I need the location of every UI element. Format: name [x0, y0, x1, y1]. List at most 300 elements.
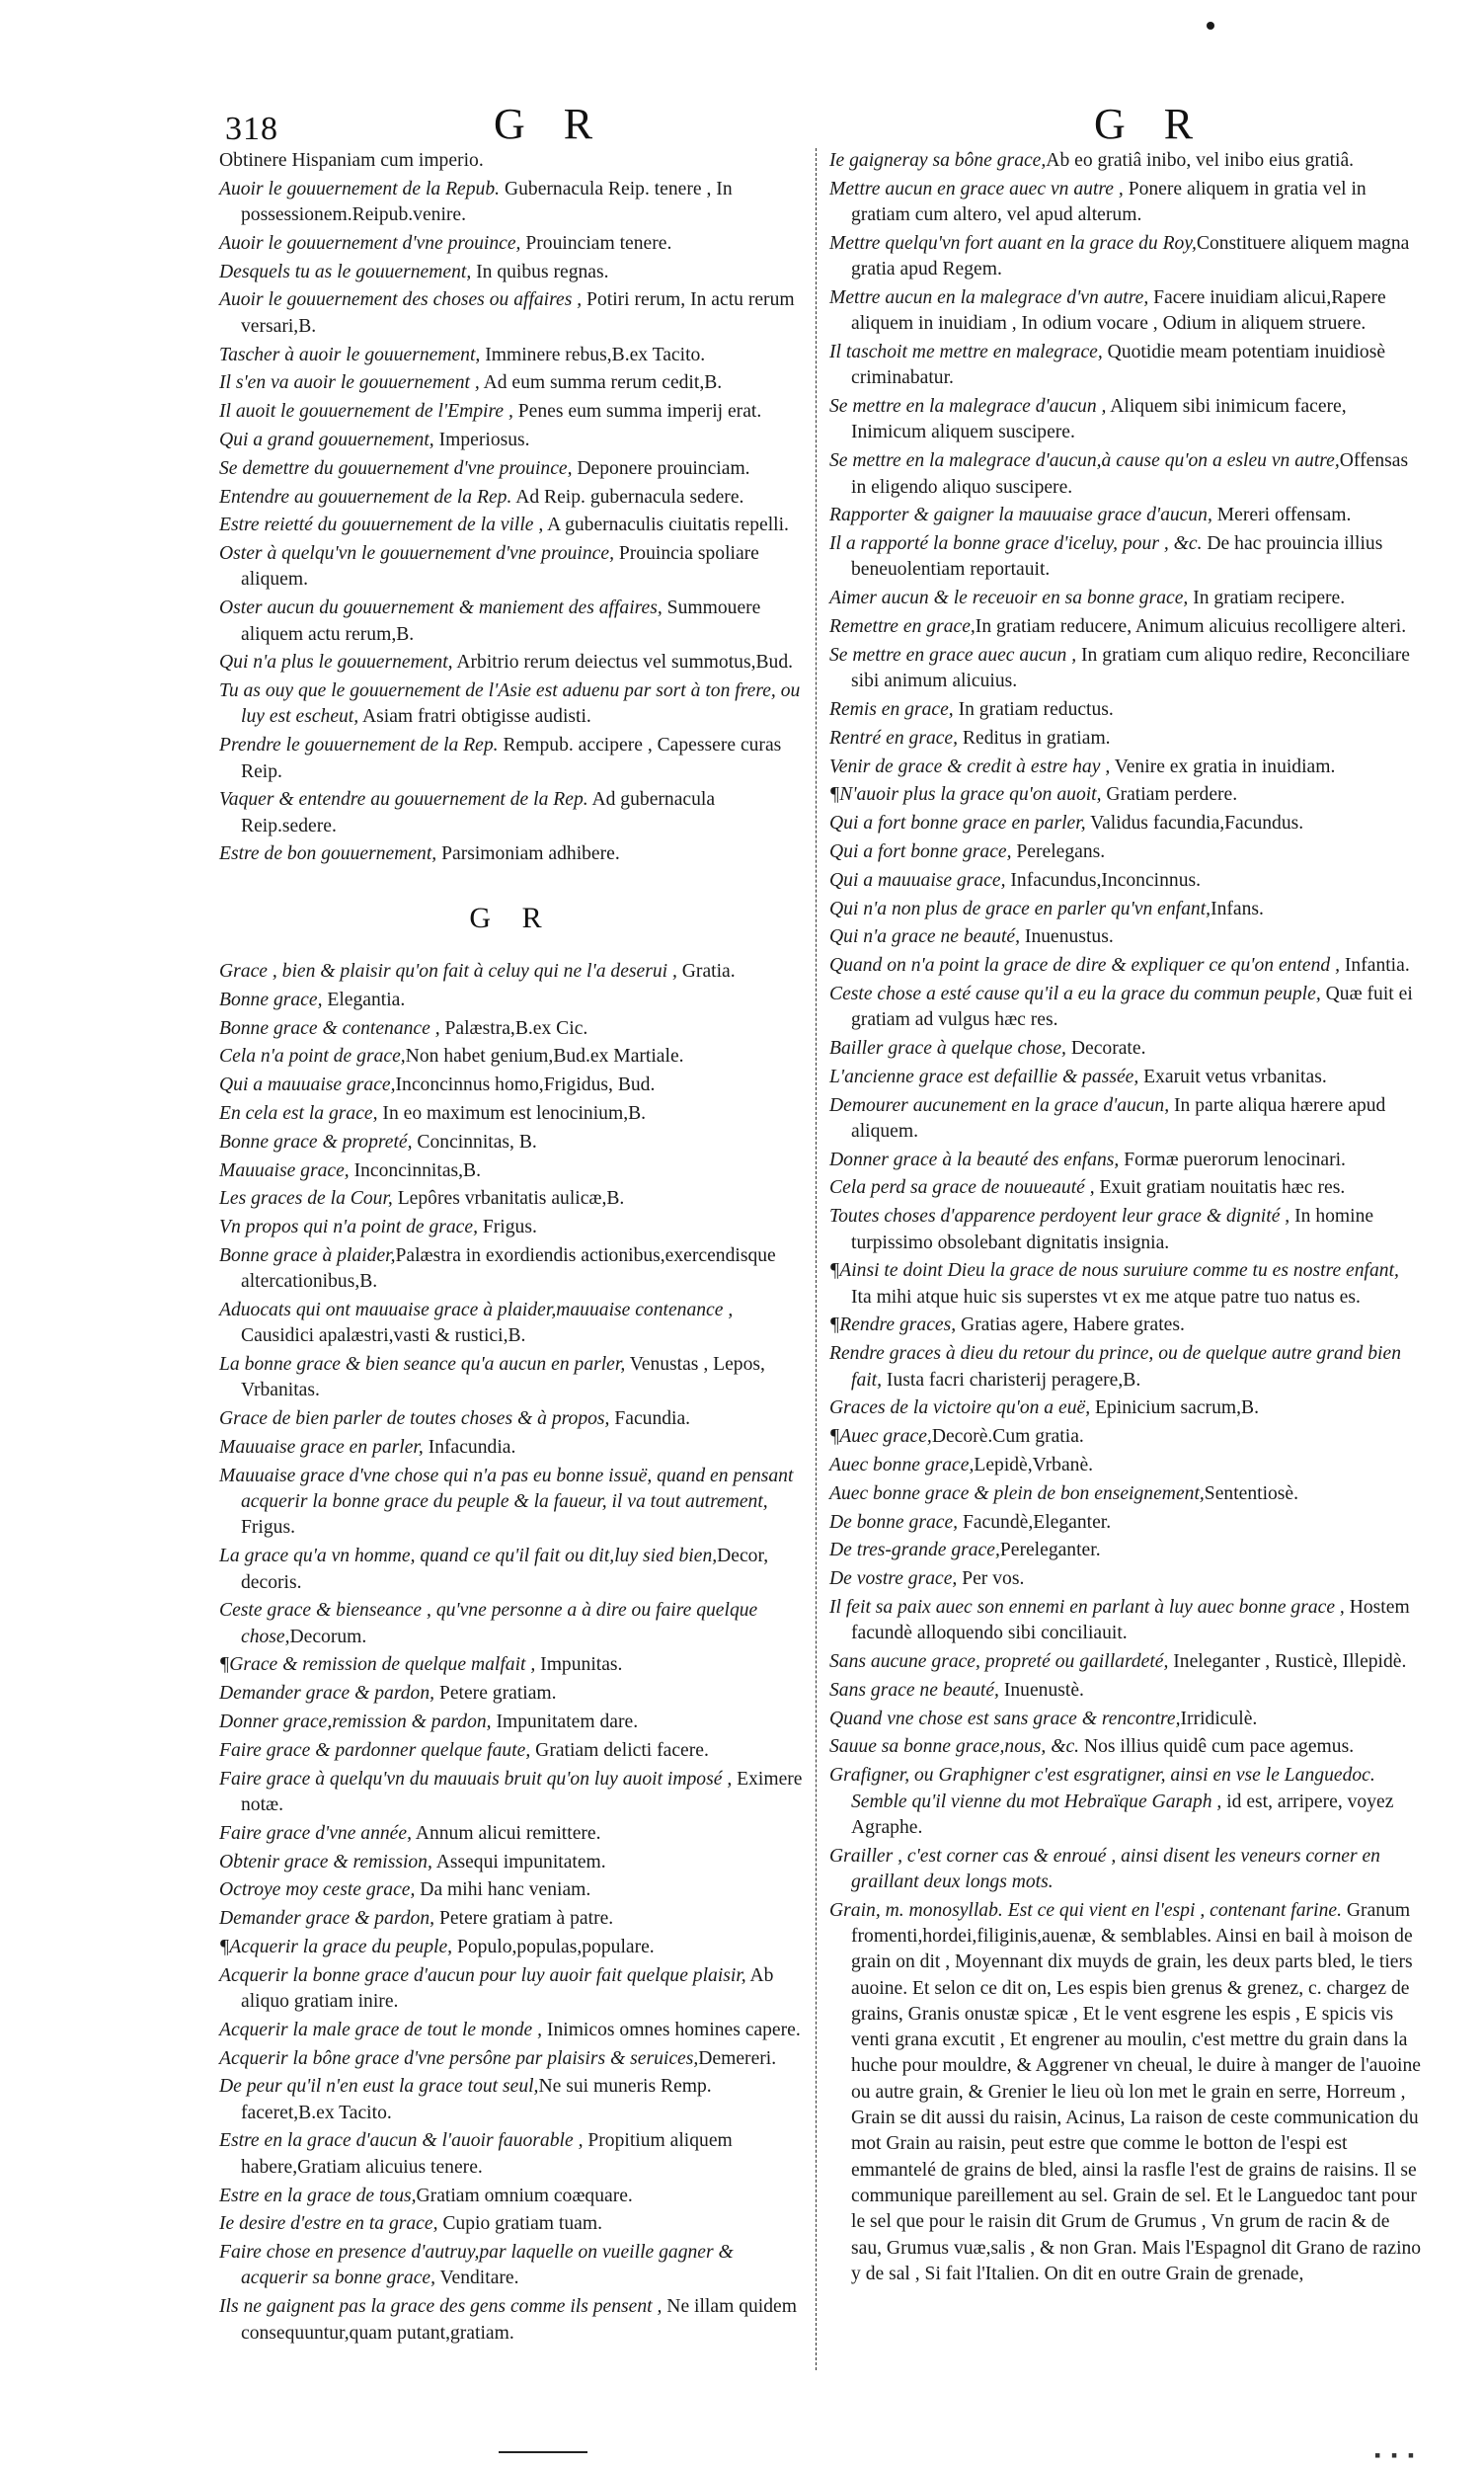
- dictionary-entry: [829, 839, 1422, 865]
- entry-latin: Aliquem sibi inimicum facere, Inimicum aliquem suscipere.: [851, 396, 1347, 443]
- dictionary-entry: [829, 1510, 1422, 1536]
- entry-french: Bonne grace & propreté,: [219, 1131, 413, 1153]
- column-divider: [816, 148, 818, 2370]
- entry-latin: Pereleganter.: [999, 1540, 1101, 1561]
- right-entries: [829, 148, 1422, 2287]
- dictionary-entry: [829, 340, 1422, 392]
- entry-latin: Venustas , Lepos, Vrbanitas.: [241, 1354, 765, 1401]
- entry-latin: Gratia.: [676, 961, 736, 983]
- entry-latin: Decor, decoris.: [241, 1546, 769, 1593]
- entry-french: De peur qu'il n'en eust la grace tout seul,: [219, 2076, 539, 2098]
- entry-french: Graces de la victoire qu'on a euë,: [829, 1397, 1091, 1419]
- entry-french: Donner grace à la beauté des enfans,: [829, 1149, 1120, 1170]
- entry-latin: Constituere aliquem magna gratia apud Regem.: [851, 232, 1410, 280]
- entry-french: Mettre quelqu'vn fort auant en la grace du Roy,: [829, 232, 1197, 254]
- running-head-left: G R: [494, 100, 607, 148]
- dictionary-entry: [829, 285, 1422, 338]
- entry-french: Cela perd sa grace de nouueauté ,: [829, 1177, 1095, 1199]
- dictionary-entry: [219, 1821, 804, 1847]
- dictionary-entry: [219, 1598, 804, 1650]
- entry-latin: Quotidie meam potentiam inuidiosè criminabatur.: [851, 342, 1386, 389]
- entry-french: Il taschoit me mettre en malegrace,: [829, 342, 1103, 363]
- dictionary-entry: [219, 1101, 804, 1127]
- entry-french: ¶Grace & remission de quelque malfait ,: [219, 1654, 536, 1676]
- dictionary-entry: [829, 148, 1422, 174]
- entry-latin: Reditus in gratiam.: [958, 727, 1111, 749]
- entry-french: Sans aucune grace, propreté ou gaillardeté,: [829, 1651, 1169, 1673]
- dictionary-entry: [829, 394, 1422, 446]
- dictionary-entry: [829, 1707, 1422, 1732]
- entry-french: Mauuaise grace en parler,: [219, 1437, 424, 1459]
- entry-french: Auoir le gouuernement des choses ou affaires ,: [219, 289, 583, 311]
- entry-french: De tres-grande grace,: [829, 1540, 1000, 1561]
- entry-latin: Inuenustus.: [1020, 926, 1114, 948]
- entry-french: Qui a mauuaise grace,: [219, 1075, 396, 1096]
- entry-french: Mettre aucun en grace auec vn autre ,: [829, 178, 1124, 199]
- dictionary-entry: [219, 2046, 804, 2072]
- entry-latin: In homine turpissimo obsolebant dignitatis insignia.: [851, 1206, 1374, 1253]
- dictionary-entry: [829, 614, 1422, 640]
- top-dot-mark: [1207, 22, 1214, 30]
- entry-french: Venir de grace & credit à estre hay ,: [829, 756, 1111, 777]
- dictionary-entry: [829, 177, 1422, 229]
- entry-latin: Imperiosus.: [433, 429, 530, 450]
- dictionary-entry: [219, 148, 804, 174]
- entry-french: Il s'en va auoir le gouuernement ,: [219, 372, 480, 394]
- entry-latin: Obtinere Hispaniam cum imperio.: [219, 150, 484, 171]
- entry-french: De vostre grace,: [829, 1568, 958, 1590]
- entry-french: Il feit sa paix auec son ennemi en parlant à luy auec bonne grace ,: [829, 1596, 1345, 1618]
- entry-latin: Formæ puerorum lenocinari.: [1119, 1149, 1346, 1170]
- entry-latin: Petere gratiam à patre.: [434, 1908, 614, 1930]
- entry-french: En cela est la grace,: [219, 1103, 378, 1124]
- entry-latin: id est, arripere, voyez Agraphe.: [851, 1791, 1394, 1838]
- entry-latin: Venire ex gratia in inuidiam.: [1110, 756, 1336, 777]
- entry-french: Qui a grand gouuernement,: [219, 429, 434, 450]
- entry-latin: Granum fromenti,hordei,filiginis,auenæ, & semblables. Ainsi en bail à moison de grain on dit , Moyennant dix muyds de grain, les deux parts bled, le tiers auoine. Et selon ce dit on, Les espis bien grenus & grenez, c. chargez de grains, Granis onustæ spicæ , Et le vent esgrene les espis , E spicis vis venti grana excutit , Et engrener au moulin, c'est mettre du grain dans la huche pour mouldre, & Aggrener vn cheual, le duire à manger de l'auoine ou autre grain, & Grenier le lieu où lon met le grain en serre, Horreum , Grain se dit aussi du raisin, Acinus, La raison de ceste communication du mot Grain au raisin, peut estre que comme le botton de l'espi est emmantelé de grains de bled, ainsi la rasfle l'est de grains de raisins. Il se communique pareillement au sel. Grain de sel. Et le Languedoc tant pour le sel que pour le raisin dit Grum de Grumus , Vn grum de racin & de sau, Grumus vuæ,salis , & non Gran. Mais l'Espagnol dit Grano de razino y de sal , Si fait l'Italien. On dit en outre Grain de grenade,: [851, 1899, 1422, 2284]
- entry-french: Grain, m. monosyllab. Est ce qui vient en l'espi , contenant farine.: [829, 1899, 1342, 1921]
- entry-latin: Ineleganter , Rusticè, Illepidè.: [1168, 1651, 1407, 1673]
- entry-french: ¶N'auoir plus la grace qu'on auoit,: [829, 784, 1102, 806]
- dictionary-entry: [219, 1352, 804, 1404]
- dictionary-entry: [219, 1186, 804, 1212]
- dictionary-entry: [829, 1538, 1422, 1563]
- dictionary-entry: [829, 503, 1422, 528]
- entry-latin: Arbitrio rerum deiectus vel summotus,Bud.: [452, 652, 794, 674]
- dictionary-entry: [219, 787, 804, 839]
- entry-latin: Infacundia.: [423, 1437, 516, 1459]
- dictionary-entry: [829, 643, 1422, 695]
- dictionary-entry: [219, 1935, 804, 1960]
- entry-latin: Assequi impunitatem.: [431, 1851, 606, 1872]
- entry-french: Estre de bon gouuernement,: [219, 843, 437, 865]
- dictionary-entry: [219, 1652, 804, 1678]
- entry-latin: Cupio gratiam tuam.: [437, 2213, 602, 2235]
- entry-latin: Ad gubernacula Reip.sedere.: [241, 789, 716, 836]
- entry-french: Remettre en grace,: [829, 616, 976, 638]
- entry-french: Vn propos qui n'a point de grace,: [219, 1217, 478, 1238]
- entry-french: Desquels tu as le gouuernement,: [219, 261, 472, 282]
- dictionary-entry: [219, 1016, 804, 1042]
- entry-latin: Palæstra,B.ex Cic.: [439, 1017, 588, 1039]
- entry-french: Demourer aucunement en la grace d'aucun,: [829, 1094, 1170, 1116]
- dictionary-entry: [219, 1406, 804, 1432]
- entry-french: Ceste grace & bienseance , qu'vne personne a à dire ou faire quelque chose,: [219, 1600, 758, 1647]
- entry-latin: Ne illam quidem consequuntur,quam putant,gratiam.: [241, 2296, 797, 2344]
- entry-latin: In gratiam cum aliquo redire, Reconciliare sibi animum alicuius.: [851, 644, 1410, 692]
- entry-french: Tascher à auoir le gouuernement,: [219, 344, 481, 365]
- entry-latin: Frigus.: [241, 1517, 295, 1539]
- dictionary-entry: [829, 811, 1422, 836]
- dictionary-entry: [829, 1175, 1422, 1201]
- entry-french: Auoir le gouuernement de la Repub.: [219, 178, 501, 199]
- entry-latin: Deponere prouinciam.: [572, 457, 750, 479]
- entry-latin: Perelegans.: [1011, 840, 1106, 862]
- entry-latin: Hostem facundè alloquendo sibi conciliauit.: [851, 1596, 1410, 1644]
- entry-french: Grace , bien & plaisir qu'on fait à celuy qui ne l'a deserui ,: [219, 961, 677, 983]
- entry-latin: Imminere rebus,B.ex Tacito.: [480, 344, 706, 365]
- entry-french: Qui a mauuaise grace,: [829, 869, 1006, 891]
- dictionary-entry: [219, 2211, 804, 2237]
- entry-french: L'ancienne grace est defaillie & passée,: [829, 1066, 1139, 1087]
- entry-french: Quand vne chose est sans grace & rencontre,: [829, 1708, 1181, 1729]
- dictionary-entry: [219, 513, 804, 538]
- dictionary-entry: [219, 733, 804, 785]
- entry-french: Bonne grace à plaider,: [219, 1244, 396, 1266]
- entry-french: Auec bonne grace & plein de bon enseignement,: [829, 1482, 1205, 1504]
- dictionary-entry: [219, 370, 804, 396]
- dictionary-entry: [219, 1963, 804, 2016]
- entry-french: Remis en grace,: [829, 698, 954, 720]
- entry-french: Ils ne gaignent pas la grace des gens comme ils pensent ,: [219, 2296, 663, 2318]
- entry-latin: In gratiam reductus.: [953, 698, 1114, 720]
- dictionary-entry: [219, 456, 804, 482]
- entry-latin: Ab eo gratiâ inibo, vel inibo eius gratiâ.: [1046, 150, 1355, 171]
- dictionary-entry: [219, 1044, 804, 1070]
- entry-french: Aimer aucun & le receuoir en sa bonne grace,: [829, 588, 1189, 609]
- entry-latin: Infantia.: [1340, 955, 1410, 977]
- entry-french: Acquerir la bonne grace d'aucun pour luy auoir fait quelque plaisir,: [219, 1964, 746, 1986]
- entry-french: Grace de bien parler de toutes choses & à propos,: [219, 1408, 610, 1430]
- entry-french: La grace qu'a vn homme, quand ce qu'il fait ou dit,luy sied bien,: [219, 1546, 718, 1567]
- dictionary-entry: [219, 596, 804, 648]
- dictionary-entry: [829, 1093, 1422, 1146]
- dictionary-entry: [829, 1148, 1422, 1173]
- entry-latin: Gubernacula Reip. tenere , In possessionem.Reipub.venire.: [241, 178, 733, 226]
- entry-french: Estre en la grace d'aucun & l'auoir fauorable ,: [219, 2130, 584, 2152]
- entry-french: Prendre le gouuernement de la Rep.: [219, 735, 499, 757]
- dictionary-entry: [219, 260, 804, 285]
- dictionary-entry: [829, 1258, 1422, 1311]
- entry-french: Acquerir la bône grace d'vne persône par plaisirs & seruices,: [219, 2047, 699, 2069]
- dictionary-entry: [829, 1566, 1422, 1592]
- entry-latin: Rempub. accipere , Capessere curas Reip.: [241, 735, 782, 782]
- entry-french: Demander grace & pardon,: [219, 1908, 435, 1930]
- entry-french: Faire grace à quelqu'vn du mauuais bruit qu'on luy auoit imposé ,: [219, 1768, 733, 1790]
- dictionary-entry: [219, 2240, 804, 2292]
- entry-french: Ceste chose a esté cause qu'il a eu la grace du commun peuple,: [829, 983, 1321, 1004]
- entry-latin: Annum alicui remittere.: [411, 1822, 601, 1844]
- entry-latin: Lepidè,Vrbanè.: [974, 1454, 1094, 1475]
- entry-french: Faire chose en presence d'autruy,par laquelle on vueille gagner & acquerir sa bonne grace,: [219, 2242, 734, 2289]
- entry-french: Acquerir la male grace de tout le monde ,: [219, 2019, 543, 2040]
- entry-french: Obtenir grace & remission,: [219, 1851, 432, 1872]
- entry-french: Mauuaise grace d'vne chose qui n'a pas eu bonne issuë, quand en pensant acquerir la bonne grace du peuple & la faueur, il va tout autrement,: [219, 1465, 794, 1513]
- entry-latin: Gratiam perdere.: [1101, 784, 1238, 806]
- entry-french: Ie desire d'estre en ta grace,: [219, 2213, 438, 2235]
- entry-french: Se mettre en grace auec aucun ,: [829, 644, 1077, 666]
- dictionary-entry: [219, 1243, 804, 1296]
- dictionary-entry: [219, 1130, 804, 1155]
- running-head-right: G R: [1094, 100, 1208, 148]
- dictionary-entry: [829, 1453, 1422, 1478]
- entry-french: ¶Auec grace,: [829, 1426, 932, 1448]
- entry-latin: Ab aliquo gratiam inire.: [241, 1964, 774, 2012]
- entry-latin: Exaruit vetus vrbanitas.: [1138, 1066, 1327, 1087]
- entry-french: Faire grace d'vne année,: [219, 1822, 412, 1844]
- entry-latin: Inuenustè.: [998, 1679, 1084, 1701]
- dictionary-entry: [829, 1763, 1422, 1841]
- entry-french: Bonne grace & contenance ,: [219, 1017, 440, 1039]
- entry-french: Qui a fort bonne grace en parler,: [829, 813, 1086, 835]
- entry-latin: In parte aliqua hærere apud aliquem.: [851, 1094, 1386, 1142]
- entry-french: Rendre graces à dieu du retour du prince, ou de quelque autre grand bien fait,: [829, 1343, 1401, 1391]
- entry-french: Il a rapporté la bonne grace d'iceluy, pour , &c.: [829, 533, 1203, 555]
- dictionary-entry: [829, 1395, 1422, 1421]
- dictionary-entry: [829, 1341, 1422, 1394]
- entry-french: Octroye moy ceste grace,: [219, 1879, 416, 1901]
- right-column: [829, 148, 1422, 2290]
- entry-french: Cela n'a point de grace,: [219, 1046, 406, 1068]
- left-entries-gouvernement: [219, 148, 804, 868]
- entry-latin: In quibus regnas.: [471, 261, 609, 282]
- entry-latin: Lepôres vrbanitatis aulicæ,B.: [392, 1188, 625, 1210]
- dictionary-entry: [219, 841, 804, 867]
- dictionary-entry: [829, 1678, 1422, 1704]
- entry-latin: Demereri.: [698, 2047, 777, 2069]
- dictionary-entry: [219, 1544, 804, 1596]
- entry-latin: Nos illius quidê cum pace agemus.: [1079, 1736, 1355, 1758]
- entry-latin: Parsimoniam adhibere.: [436, 843, 620, 865]
- entry-french: Auoir le gouuernement d'vne prouince,: [219, 232, 521, 254]
- entry-latin: Impunitatem dare.: [491, 1712, 639, 1733]
- entry-french: Ie gaigneray sa bône grace,: [829, 150, 1047, 171]
- dictionary-entry: [219, 1767, 804, 1819]
- entry-french: ¶Ainsi te doint Dieu la grace de nous suruiure comme tu es nostre enfant,: [829, 1260, 1399, 1282]
- dictionary-entry: [219, 485, 804, 511]
- bottom-marks: ▪ ▪ ▪: [1374, 2445, 1418, 2465]
- entry-latin: A gubernaculis ciuitatis repelli.: [543, 515, 789, 536]
- dictionary-entry: [829, 531, 1422, 584]
- dictionary-entry: [829, 726, 1422, 752]
- dictionary-entry: [829, 953, 1422, 979]
- dictionary-entry: [829, 1036, 1422, 1062]
- left-entries-grace: [219, 959, 804, 2347]
- entry-french: Il auoit le gouuernement de l'Empire ,: [219, 401, 513, 423]
- dictionary-entry: [219, 1877, 804, 1903]
- dictionary-entry: [219, 1435, 804, 1461]
- entry-french: Qui a fort bonne grace,: [829, 840, 1012, 862]
- entry-french: Se demettre du gouuernement d'vne prouince,: [219, 457, 573, 479]
- entry-french: Demander grace & pardon,: [219, 1683, 435, 1705]
- entry-latin: Da mihi hanc veniam.: [415, 1879, 591, 1901]
- dictionary-entry: [219, 1906, 804, 1932]
- entry-latin: Ad Reip. gubernacula sedere.: [511, 486, 744, 508]
- entry-french: Vaquer & entendre au gouuernement de la Rep.: [219, 789, 588, 811]
- entry-french: Donner grace,remission & pardon,: [219, 1712, 492, 1733]
- entry-french: De bonne grace,: [829, 1511, 959, 1533]
- entry-latin: Inconcinnitas,B.: [349, 1159, 482, 1181]
- entry-latin: Gratiam omnium coæquare.: [416, 2185, 633, 2206]
- entry-latin: Summouere aliquem actu rerum,B.: [241, 597, 761, 645]
- entry-latin: Potiri rerum, In actu rerum versari,B.: [241, 289, 795, 337]
- entry-french: Grafigner, ou Graphigner c'est esgratigner, ainsi en vse le Languedoc. Semble qu'il vienne du mot Hebraïque Garaph ,: [829, 1765, 1375, 1812]
- dictionary-entry: [829, 697, 1422, 723]
- dictionary-entry: [829, 924, 1422, 950]
- dictionary-entry: [219, 177, 804, 229]
- entry-french: Grailler , c'est corner cas & enroué , ainsi disent les veneurs corner en graillant deux longs mots.: [829, 1845, 1380, 1892]
- entry-french: Rapporter & gaigner la mauuaise grace d'aucun,: [829, 505, 1212, 526]
- dictionary-entry: [219, 678, 804, 731]
- entry-french: Qui n'a plus le gouuernement,: [219, 652, 453, 674]
- entry-latin: Facundè,Eleganter.: [958, 1511, 1112, 1533]
- entry-latin: Infans.: [1211, 898, 1264, 919]
- dictionary-entry: [829, 1595, 1422, 1647]
- entry-french: Rentré en grace,: [829, 727, 959, 749]
- dictionary-entry: [829, 586, 1422, 611]
- entry-latin: In eo maximum est lenocinium,B.: [377, 1103, 647, 1124]
- entry-french: Sans grace ne beauté,: [829, 1679, 999, 1701]
- dictionary-entry: [829, 1204, 1422, 1256]
- entry-latin: Venditare.: [435, 2268, 519, 2289]
- entry-french: Les graces de la Cour,: [219, 1188, 393, 1210]
- entry-french: Se mettre en la malegrace d'aucun ,: [829, 396, 1107, 418]
- entry-latin: Facundia.: [609, 1408, 691, 1430]
- entry-french: La bonne grace & bien seance qu'a aucun en parler,: [219, 1354, 626, 1376]
- entry-french: Mettre aucun en la malegrace d'vn autre,: [829, 286, 1149, 308]
- dictionary-entry: [829, 1844, 1422, 1896]
- entry-latin: In gratiam reducere, Animum alicuius recolligere alteri.: [975, 616, 1407, 638]
- section-heading: G R: [469, 901, 554, 934]
- dictionary-entry: [829, 1065, 1422, 1090]
- entry-latin: Eximere notæ.: [241, 1768, 803, 1815]
- dictionary-entry: [219, 1850, 804, 1875]
- entry-latin: Epinicium sacrum,B.: [1090, 1397, 1259, 1419]
- entry-latin: Petere gratiam.: [434, 1683, 557, 1705]
- entry-latin: Propitium aliquem habere,Gratiam alicuius tenere.: [241, 2130, 733, 2178]
- entry-french: Estre en la grace de tous,: [219, 2185, 417, 2206]
- entry-french: Bonne grace,: [219, 989, 323, 1010]
- dictionary-entry: [219, 1158, 804, 1184]
- dictionary-entry: [829, 982, 1422, 1034]
- page-number: 318: [225, 111, 278, 147]
- dictionary-entry: [219, 2184, 804, 2209]
- entry-latin: Decorate.: [1065, 1038, 1146, 1059]
- entry-latin: Inconcinnus homo,Frigidus, Bud.: [395, 1075, 656, 1096]
- entry-latin: Mereri offensam.: [1211, 505, 1352, 526]
- dictionary-entry: [219, 399, 804, 425]
- dictionary-entry: [829, 868, 1422, 894]
- entry-latin: Per vos.: [957, 1568, 1025, 1590]
- entry-latin: Prouincia spoliare aliquem.: [241, 543, 759, 591]
- dictionary-entry: [829, 1313, 1422, 1338]
- dictionary-entry: [219, 2018, 804, 2043]
- entry-latin: Prouinciam tenere.: [520, 232, 672, 254]
- entry-french: ¶Acquerir la grace du peuple,: [219, 1936, 453, 1957]
- entry-latin: Facere inuidiam alicui,Rapere aliquem in inuidiam , In odium vocare , Odium in aliquem struere.: [851, 286, 1386, 335]
- entry-latin: Decorè.Cum gratia.: [931, 1426, 1084, 1448]
- entry-latin: Populo,populas,populare.: [452, 1936, 655, 1957]
- entry-french: Oster à quelqu'vn le gouuernement d'vne prouince,: [219, 543, 614, 565]
- dictionary-entry: [219, 287, 804, 340]
- dictionary-entry: [829, 755, 1422, 780]
- left-column: [219, 148, 804, 2349]
- dictionary-entry: [829, 1898, 1422, 2287]
- dictionary-entry: [219, 231, 804, 257]
- dictionary-entry: [219, 2074, 804, 2126]
- entry-latin: Inimicos omnes homines capere.: [542, 2019, 801, 2040]
- entry-french: Se mettre en la malegrace d'aucun,à cause qu'on a esleu vn autre,: [829, 450, 1340, 472]
- entry-french: Qui n'a grace ne beauté,: [829, 926, 1021, 948]
- entry-latin: In gratiam recipere.: [1188, 588, 1346, 609]
- dictionary-entry: [829, 1734, 1422, 1760]
- dictionary-entry: [219, 1464, 804, 1542]
- entry-latin: De hac prouincia illius beneuolentiam reportauit.: [851, 533, 1383, 581]
- dictionary-entry: [219, 1710, 804, 1735]
- entry-latin: Causidici apalæstri,vasti & rustici,B.: [241, 1325, 526, 1347]
- entry-french: Quand on n'a point la grace de dire & expliquer ce qu'on entend ,: [829, 955, 1340, 977]
- dictionary-entry: [219, 2128, 804, 2181]
- entry-latin: Frigus.: [477, 1217, 537, 1238]
- dictionary-entry: [219, 988, 804, 1013]
- dictionary-entry: [829, 782, 1422, 808]
- entry-latin: Validus facundia,Facundus.: [1085, 813, 1304, 835]
- entry-latin: Quæ fuit ei gratiam ad vulgus hæc res.: [851, 983, 1413, 1031]
- entry-latin: Penes eum summa imperij erat.: [512, 401, 762, 423]
- bottom-rule: [499, 2451, 587, 2453]
- dictionary-entry: [829, 231, 1422, 283]
- dictionary-entry: [219, 1298, 804, 1350]
- dictionary-entry: [829, 1481, 1422, 1507]
- entry-latin: Decorum.: [289, 1626, 367, 1647]
- dictionary-entry: [829, 448, 1422, 501]
- entry-latin: Sententiosè.: [1204, 1482, 1299, 1504]
- entry-latin: Impunitas.: [535, 1654, 623, 1676]
- entry-latin: Ita mihi atque huic sis superstes vt ex me atque patre tuo natus es.: [851, 1286, 1361, 1308]
- entry-french: Oster aucun du gouuernement & maniement des affaires,: [219, 597, 663, 619]
- dictionary-entry: [219, 428, 804, 453]
- entry-french: Bailler grace à quelque chose,: [829, 1038, 1066, 1059]
- dictionary-entry: [219, 2294, 804, 2347]
- entry-french: Estre reietté du gouuernement de la ville ,: [219, 515, 544, 536]
- dictionary-entry: [219, 541, 804, 594]
- entry-latin: Infacundus,Inconcinnus.: [1005, 869, 1202, 891]
- dictionary-entry: [829, 897, 1422, 922]
- dictionary-entry: [219, 1738, 804, 1764]
- entry-latin: Elegantia.: [322, 989, 406, 1010]
- entry-latin: Gratias agere, Habere grates.: [956, 1314, 1185, 1336]
- entry-french: Toutes choses d'apparence perdoyent leur grace & dignité ,: [829, 1206, 1290, 1228]
- entry-latin: Ponere aliquem in gratia vel in gratiam cum altero, vel apud alterum.: [851, 178, 1367, 226]
- entry-french: Aduocats qui ont mauuaise grace à plaider,mauuaise contenance ,: [219, 1300, 734, 1321]
- entry-latin: Offensas in eligendo aliquo suscipere.: [851, 450, 1409, 498]
- dictionary-entry: [219, 650, 804, 676]
- entry-latin: Exuit gratiam nouitatis hæc res.: [1094, 1177, 1346, 1199]
- entry-latin: Ad eum summa rerum cedit,B.: [479, 372, 723, 394]
- entry-latin: Irridiculè.: [1180, 1708, 1258, 1729]
- entry-french: Tu as ouy que le gouuernement de l'Asie est aduenu par sort à ton frere, ou luy est escheut,: [219, 680, 801, 728]
- dictionary-entry: [219, 959, 804, 985]
